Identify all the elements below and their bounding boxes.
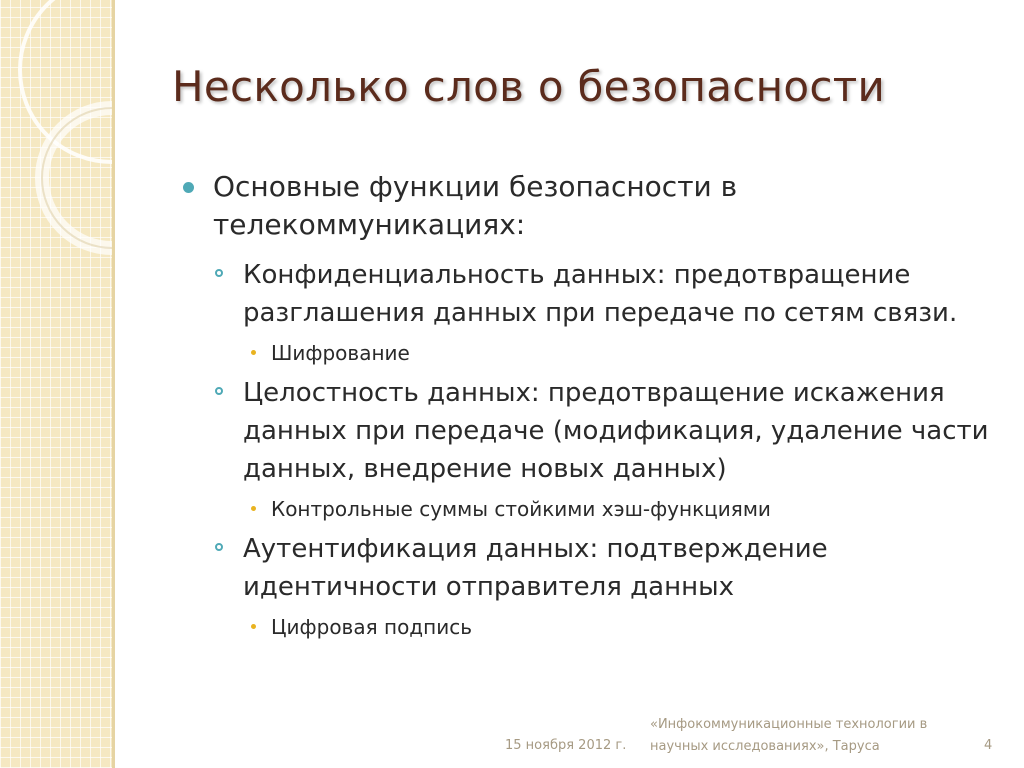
bullet-small-dot-icon <box>251 506 256 511</box>
bullet-level3-text: Контрольные суммы стойкими хэш-функциями <box>271 497 771 521</box>
bullet-dot-icon <box>183 182 194 193</box>
bullet-level2-authentication <box>243 530 993 606</box>
bullet-level2-text: Конфиденциальность данных: предотвращение разглашения данных при передаче по сетям связи. <box>243 260 958 328</box>
bullet-ring-icon <box>215 387 223 395</box>
slide-content <box>183 168 993 644</box>
bullet-level2-integrity <box>243 374 993 488</box>
bullet-ring-icon <box>215 543 223 551</box>
bullet-small-dot-icon <box>251 350 256 355</box>
slide-title: Несколько слов о безопасности <box>172 62 886 111</box>
bullet-level3-encryption <box>271 338 993 368</box>
bullet-small-dot-icon <box>251 624 256 629</box>
bullet-level2-text: Целостность данных: предотвращение искажения данных при передаче (модификация, удаление части данных, внедрение новых данных) <box>243 378 989 484</box>
bullet-level3-signature <box>271 612 993 642</box>
bullet-level2-confidentiality <box>243 256 993 332</box>
decorative-side-panel <box>0 0 112 768</box>
decorative-rings <box>0 0 112 300</box>
bullet-level3-text: Шифрование <box>271 341 410 365</box>
bullet-level3-checksums <box>271 494 993 524</box>
footer-date: 15 ноября 2012 г. <box>505 738 627 753</box>
page-number: 4 <box>984 738 993 753</box>
side-panel-edge <box>112 0 115 768</box>
bullet-level1 <box>183 168 993 244</box>
footer-conference: «Инфокоммуникационные технологии в научных исследованиях», Таруса <box>650 717 928 754</box>
bullet-level3-text: Цифровая подпись <box>271 615 472 639</box>
bullet-level2-text: Аутентификация данных: подтверждение идентичности отправителя данных <box>243 534 828 602</box>
bullet-ring-icon <box>215 269 223 277</box>
bullet-level1-text: Основные функции безопасности в телекоммуникациях: <box>213 170 738 241</box>
